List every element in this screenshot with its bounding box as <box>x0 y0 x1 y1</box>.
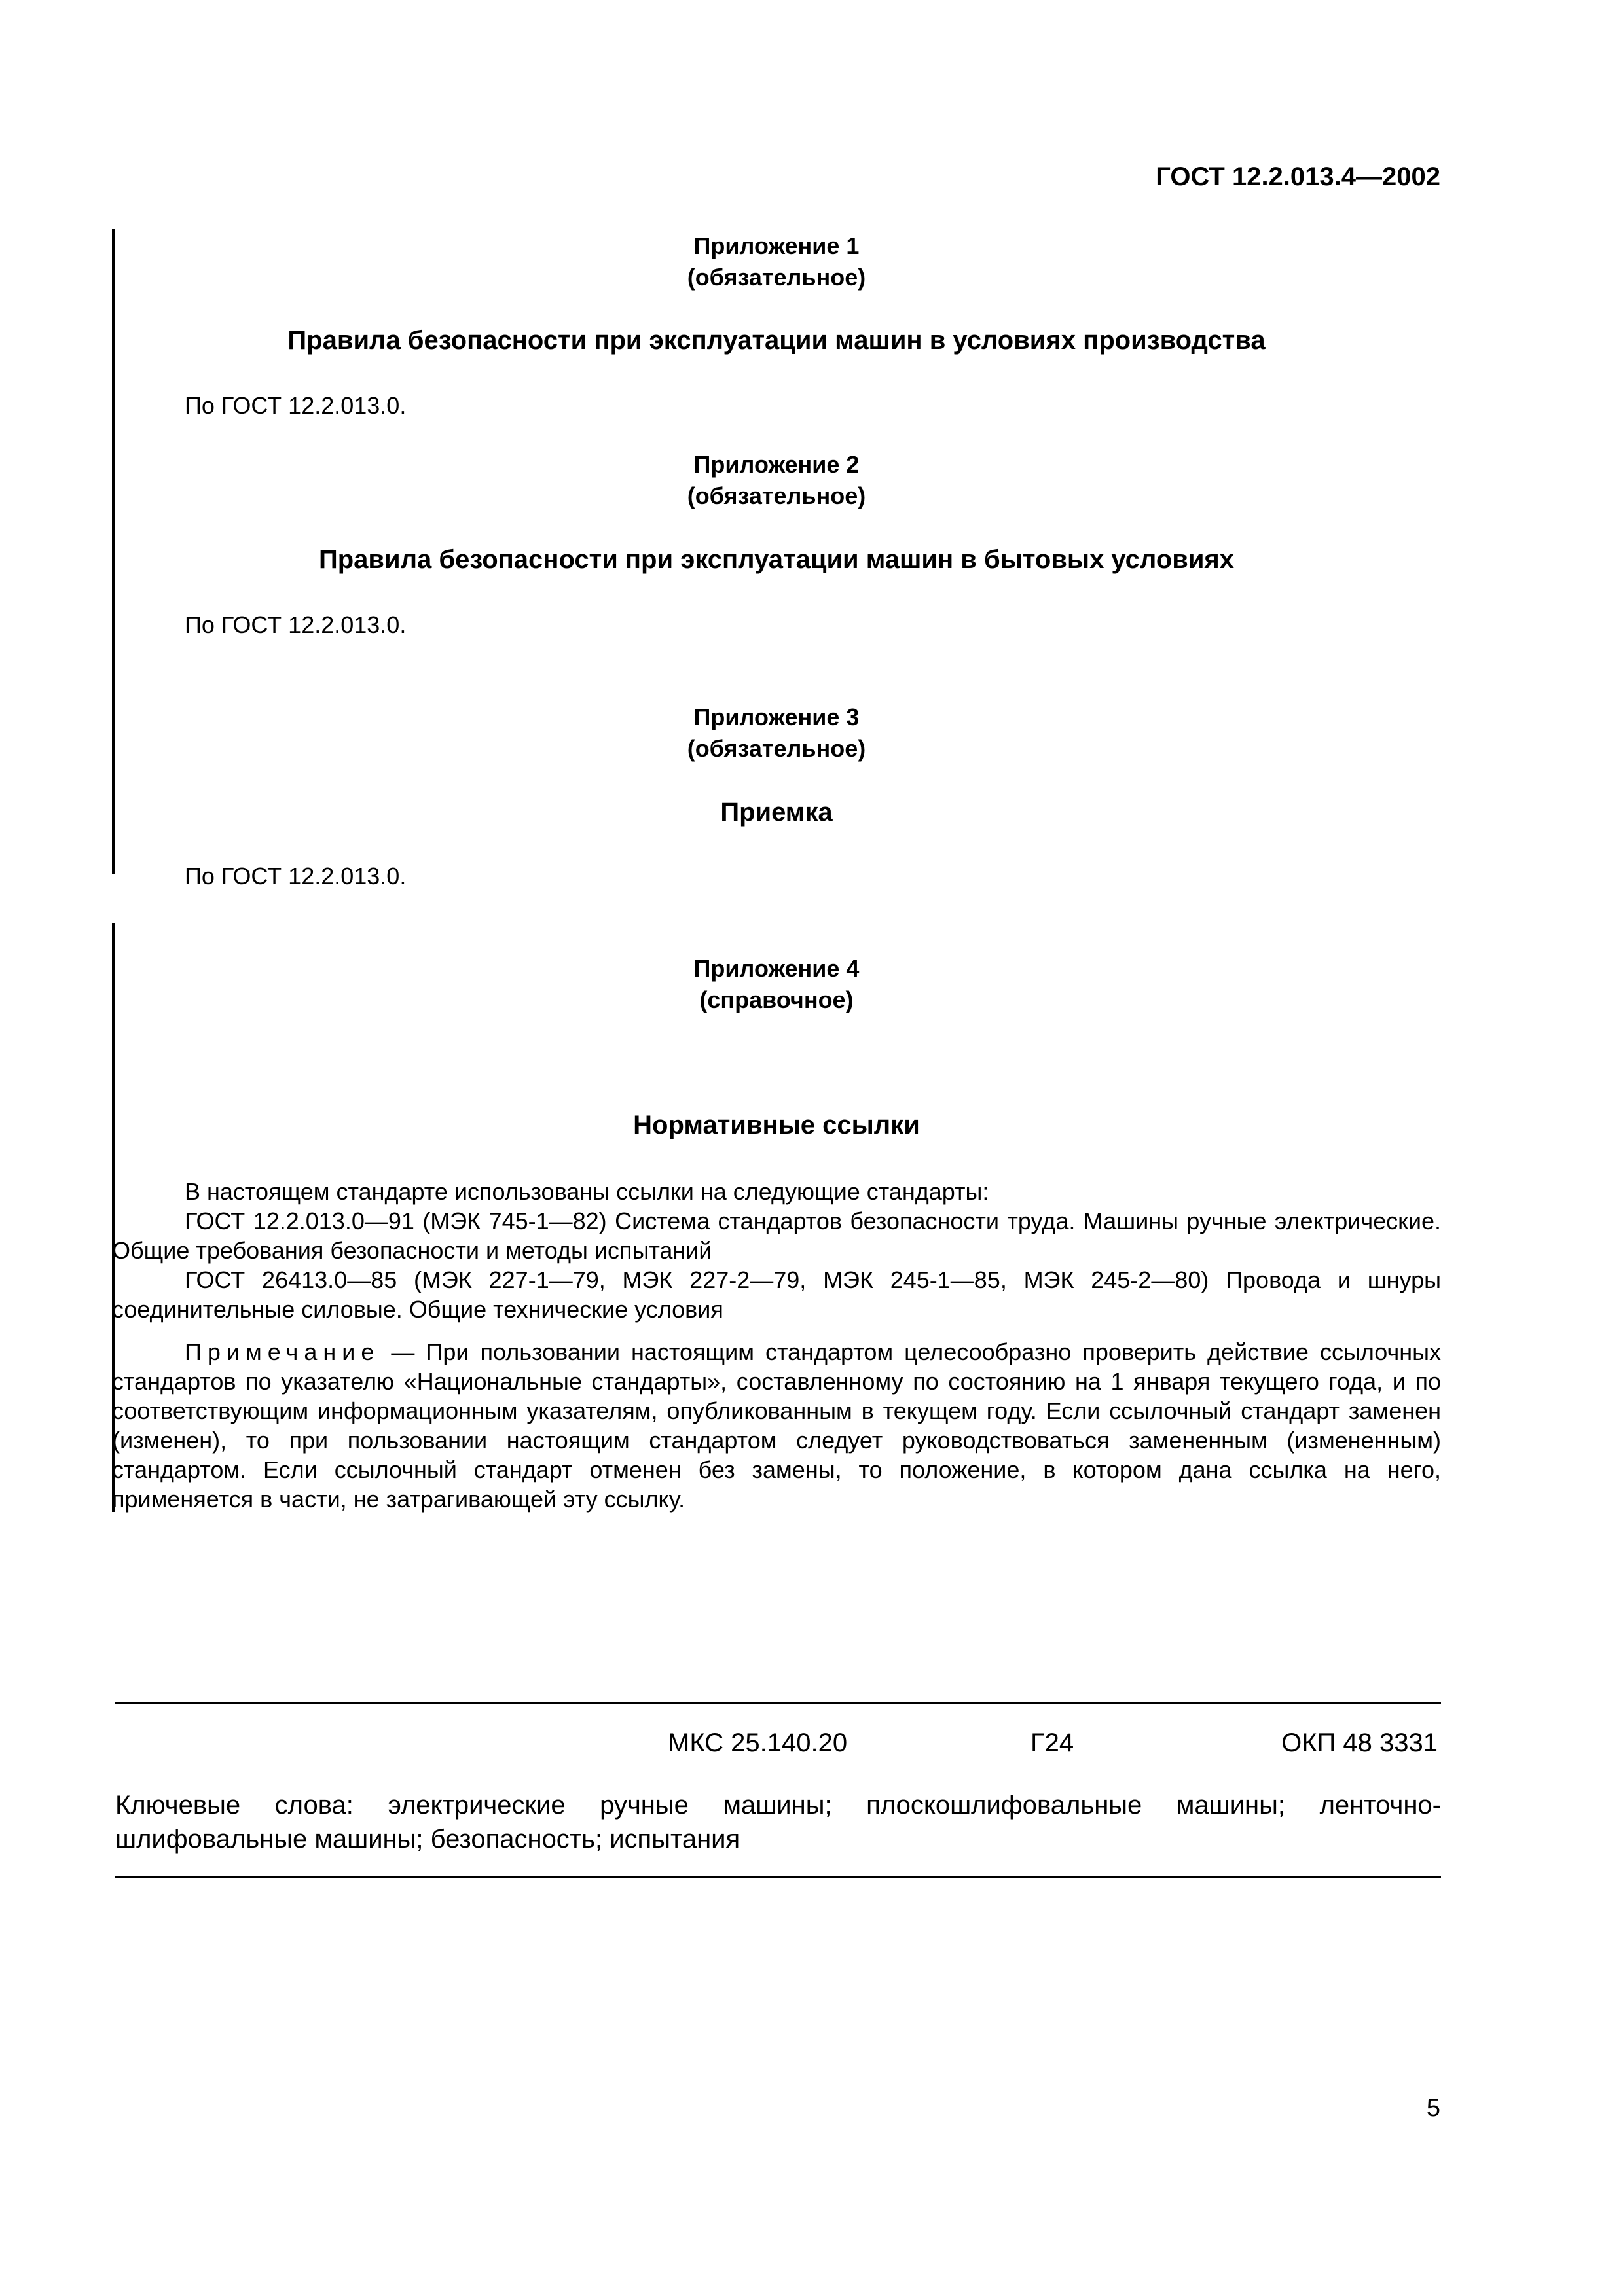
references-intro: В настоящем стандарте использованы ссылки на следующие стандарты: <box>185 1178 989 1205</box>
appendix-4-number: Приложение 4 <box>693 955 860 982</box>
document-code: ГОСТ 12.2.013.4—2002 <box>1156 162 1440 191</box>
appendix-1-body: По ГОСТ 12.2.013.0. <box>185 392 407 419</box>
appendix-3-heading <box>112 702 1441 764</box>
appendix-2-number: Приложение 2 <box>693 451 860 478</box>
appendix-3-title: Приемка <box>720 798 833 827</box>
references-list <box>112 1177 1441 1324</box>
reference-item: ГОСТ 12.2.013.0—91 (МЭК 745-1—82) Система стандартов безопасности труда. Машины ручные электрические. Общие требования безопасности и методы испытаний <box>112 1208 1441 1264</box>
appendix-1-title: Правила безопасности при эксплуатации машин в условиях производства <box>287 326 1266 355</box>
appendix-4-heading <box>112 953 1441 1016</box>
footer-bottom-rule <box>115 1876 1441 1878</box>
appendix-2-heading <box>112 449 1441 512</box>
appendix-3-body: По ГОСТ 12.2.013.0. <box>185 863 407 889</box>
appendix-2-body: По ГОСТ 12.2.013.0. <box>185 611 407 638</box>
footer-top-rule <box>115 1702 1441 1704</box>
appendix-4-title: Нормативные ссылки <box>633 1111 920 1139</box>
note-text: — При пользовании настоящим стандартом целесообразно проверить действие ссылочных стандартов по указателю «Национальные стандарты», составленному по состоянию на 1 января текущего года, и по соответствующим информационным указателям, опубликованным в текущем году. Если ссылочный стандарт заменен (изменен), то при пользовании настоящим стандартом следует руководствоваться замененным (измененным) стандартом. Если ссылочный стандарт отменен без замены, то положение, в котором дана ссылка на него, применяется в части, не затрагивающей эту ссылку. <box>112 1338 1441 1513</box>
group-code: Г24 <box>1030 1729 1074 1757</box>
keywords <box>115 1788 1441 1856</box>
appendix-3-number: Приложение 3 <box>693 704 860 730</box>
references-note <box>112 1337 1441 1514</box>
appendix-4-type: (справочное) <box>699 986 854 1013</box>
note-label: Примечание <box>185 1338 380 1365</box>
appendix-2-title: Правила безопасности при эксплуатации машин в бытовых условиях <box>318 545 1235 574</box>
mks-code: МКС 25.140.20 <box>668 1729 848 1757</box>
keywords-text: Ключевые слова: электрические ручные машины; плоскошлифовальные машины; ленточно-шлифовальные машины; безопасность; испытания <box>115 1791 1441 1854</box>
appendix-1-heading <box>112 230 1441 293</box>
appendix-1-type: (обязательное) <box>687 264 866 291</box>
okp-code: ОКП 48 3331 <box>1281 1729 1438 1757</box>
appendix-2-type: (обязательное) <box>687 482 866 509</box>
reference-item: ГОСТ 26413.0—85 (МЭК 227-1—79, МЭК 227-2—79, МЭК 245-1—85, МЭК 245-2—80) Провода и шнуры соединительные силовые. Общие технические условия <box>112 1266 1441 1323</box>
appendix-3-type: (обязательное) <box>687 735 866 762</box>
appendix-1-number: Приложение 1 <box>693 232 860 259</box>
page-number: 5 <box>1426 2094 1440 2122</box>
